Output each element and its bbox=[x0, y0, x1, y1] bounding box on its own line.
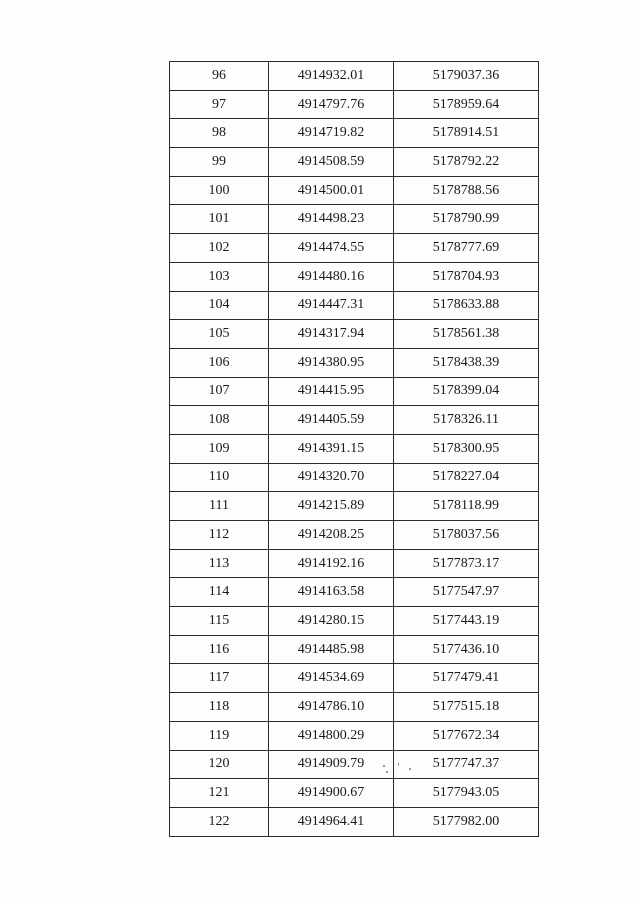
point-number-cell: 119 bbox=[170, 721, 269, 750]
y-coordinate-cell: 5177982.00 bbox=[394, 807, 539, 836]
table-row bbox=[170, 750, 539, 779]
point-number-cell: 114 bbox=[170, 578, 269, 607]
y-coordinate-cell: 5178561.38 bbox=[394, 320, 539, 349]
table-row bbox=[170, 578, 539, 607]
point-number-cell: 106 bbox=[170, 348, 269, 377]
x-coordinate-cell: 4914964.41 bbox=[269, 807, 394, 836]
point-number-cell: 107 bbox=[170, 377, 269, 406]
y-coordinate-cell: 5178704.93 bbox=[394, 262, 539, 291]
x-coordinate-cell: 4914208.25 bbox=[269, 521, 394, 550]
table-row bbox=[170, 492, 539, 521]
y-coordinate-cell: 5177443.19 bbox=[394, 607, 539, 636]
table-row bbox=[170, 635, 539, 664]
x-coordinate-cell: 4914480.16 bbox=[269, 262, 394, 291]
y-coordinate-cell: 5178037.56 bbox=[394, 521, 539, 550]
x-coordinate-cell: 4914317.94 bbox=[269, 320, 394, 349]
y-coordinate-cell: 5177515.18 bbox=[394, 693, 539, 722]
table-row bbox=[170, 779, 539, 808]
table-row bbox=[170, 664, 539, 693]
y-coordinate-cell: 5178300.95 bbox=[394, 434, 539, 463]
x-coordinate-cell: 4914192.16 bbox=[269, 549, 394, 578]
y-coordinate-cell: 5178777.69 bbox=[394, 234, 539, 263]
x-coordinate-cell: 4914786.10 bbox=[269, 693, 394, 722]
point-number-cell: 111 bbox=[170, 492, 269, 521]
point-number-cell: 120 bbox=[170, 750, 269, 779]
x-coordinate-cell: 4914508.59 bbox=[269, 148, 394, 177]
table-row bbox=[170, 693, 539, 722]
scan-speck bbox=[398, 763, 399, 766]
table-row bbox=[170, 377, 539, 406]
point-number-cell: 116 bbox=[170, 635, 269, 664]
table-row bbox=[170, 176, 539, 205]
x-coordinate-cell: 4914800.29 bbox=[269, 721, 394, 750]
table-row bbox=[170, 119, 539, 148]
x-coordinate-cell: 4914797.76 bbox=[269, 90, 394, 119]
y-coordinate-cell: 5178633.88 bbox=[394, 291, 539, 320]
x-coordinate-cell: 4914405.59 bbox=[269, 406, 394, 435]
y-coordinate-cell: 5177547.97 bbox=[394, 578, 539, 607]
scan-speck bbox=[383, 765, 385, 767]
x-coordinate-cell: 4914909.79 bbox=[269, 750, 394, 779]
x-coordinate-cell: 4914485.98 bbox=[269, 635, 394, 664]
x-coordinate-cell: 4914380.95 bbox=[269, 348, 394, 377]
y-coordinate-cell: 5177873.17 bbox=[394, 549, 539, 578]
y-coordinate-cell: 5178792.22 bbox=[394, 148, 539, 177]
point-number-cell: 105 bbox=[170, 320, 269, 349]
point-number-cell: 121 bbox=[170, 779, 269, 808]
point-number-cell: 117 bbox=[170, 664, 269, 693]
table-row bbox=[170, 205, 539, 234]
x-coordinate-cell: 4914391.15 bbox=[269, 434, 394, 463]
point-number-cell: 99 bbox=[170, 148, 269, 177]
y-coordinate-cell: 5177479.41 bbox=[394, 664, 539, 693]
coordinates-table-body bbox=[170, 62, 539, 837]
table-row bbox=[170, 348, 539, 377]
table-row bbox=[170, 291, 539, 320]
table-row bbox=[170, 262, 539, 291]
point-number-cell: 122 bbox=[170, 807, 269, 836]
y-coordinate-cell: 5178118.99 bbox=[394, 492, 539, 521]
point-number-cell: 118 bbox=[170, 693, 269, 722]
y-coordinate-cell: 5178914.51 bbox=[394, 119, 539, 148]
y-coordinate-cell: 5177943.05 bbox=[394, 779, 539, 808]
x-coordinate-cell: 4914280.15 bbox=[269, 607, 394, 636]
point-number-cell: 113 bbox=[170, 549, 269, 578]
y-coordinate-cell: 5178788.56 bbox=[394, 176, 539, 205]
x-coordinate-cell: 4914163.58 bbox=[269, 578, 394, 607]
y-coordinate-cell: 5178438.39 bbox=[394, 348, 539, 377]
x-coordinate-cell: 4914474.55 bbox=[269, 234, 394, 263]
table-row bbox=[170, 320, 539, 349]
table-row bbox=[170, 521, 539, 550]
point-number-cell: 103 bbox=[170, 262, 269, 291]
scan-speck bbox=[409, 768, 411, 770]
table-row bbox=[170, 607, 539, 636]
point-number-cell: 101 bbox=[170, 205, 269, 234]
table-row bbox=[170, 434, 539, 463]
table-row bbox=[170, 234, 539, 263]
point-number-cell: 108 bbox=[170, 406, 269, 435]
x-coordinate-cell: 4914932.01 bbox=[269, 62, 394, 91]
point-number-cell: 115 bbox=[170, 607, 269, 636]
table-row bbox=[170, 549, 539, 578]
point-number-cell: 102 bbox=[170, 234, 269, 263]
x-coordinate-cell: 4914719.82 bbox=[269, 119, 394, 148]
point-number-cell: 96 bbox=[170, 62, 269, 91]
table-row bbox=[170, 463, 539, 492]
y-coordinate-cell: 5178326.11 bbox=[394, 406, 539, 435]
table-row bbox=[170, 406, 539, 435]
y-coordinate-cell: 5178959.64 bbox=[394, 90, 539, 119]
table-row bbox=[170, 62, 539, 91]
y-coordinate-cell: 5178399.04 bbox=[394, 377, 539, 406]
y-coordinate-cell: 5179037.36 bbox=[394, 62, 539, 91]
point-number-cell: 98 bbox=[170, 119, 269, 148]
x-coordinate-cell: 4914415.95 bbox=[269, 377, 394, 406]
y-coordinate-cell: 5177436.10 bbox=[394, 635, 539, 664]
x-coordinate-cell: 4914320.70 bbox=[269, 463, 394, 492]
table-row bbox=[170, 90, 539, 119]
scan-speck bbox=[386, 771, 388, 773]
point-number-cell: 109 bbox=[170, 434, 269, 463]
coordinates-table bbox=[169, 61, 539, 837]
y-coordinate-cell: 5177747.37 bbox=[394, 750, 539, 779]
y-coordinate-cell: 5178790.99 bbox=[394, 205, 539, 234]
x-coordinate-cell: 4914498.23 bbox=[269, 205, 394, 234]
table-row bbox=[170, 807, 539, 836]
x-coordinate-cell: 4914215.89 bbox=[269, 492, 394, 521]
x-coordinate-cell: 4914500.01 bbox=[269, 176, 394, 205]
table-row bbox=[170, 721, 539, 750]
x-coordinate-cell: 4914447.31 bbox=[269, 291, 394, 320]
point-number-cell: 104 bbox=[170, 291, 269, 320]
x-coordinate-cell: 4914534.69 bbox=[269, 664, 394, 693]
point-number-cell: 100 bbox=[170, 176, 269, 205]
table-row bbox=[170, 148, 539, 177]
x-coordinate-cell: 4914900.67 bbox=[269, 779, 394, 808]
point-number-cell: 112 bbox=[170, 521, 269, 550]
point-number-cell: 110 bbox=[170, 463, 269, 492]
point-number-cell: 97 bbox=[170, 90, 269, 119]
y-coordinate-cell: 5178227.04 bbox=[394, 463, 539, 492]
y-coordinate-cell: 5177672.34 bbox=[394, 721, 539, 750]
